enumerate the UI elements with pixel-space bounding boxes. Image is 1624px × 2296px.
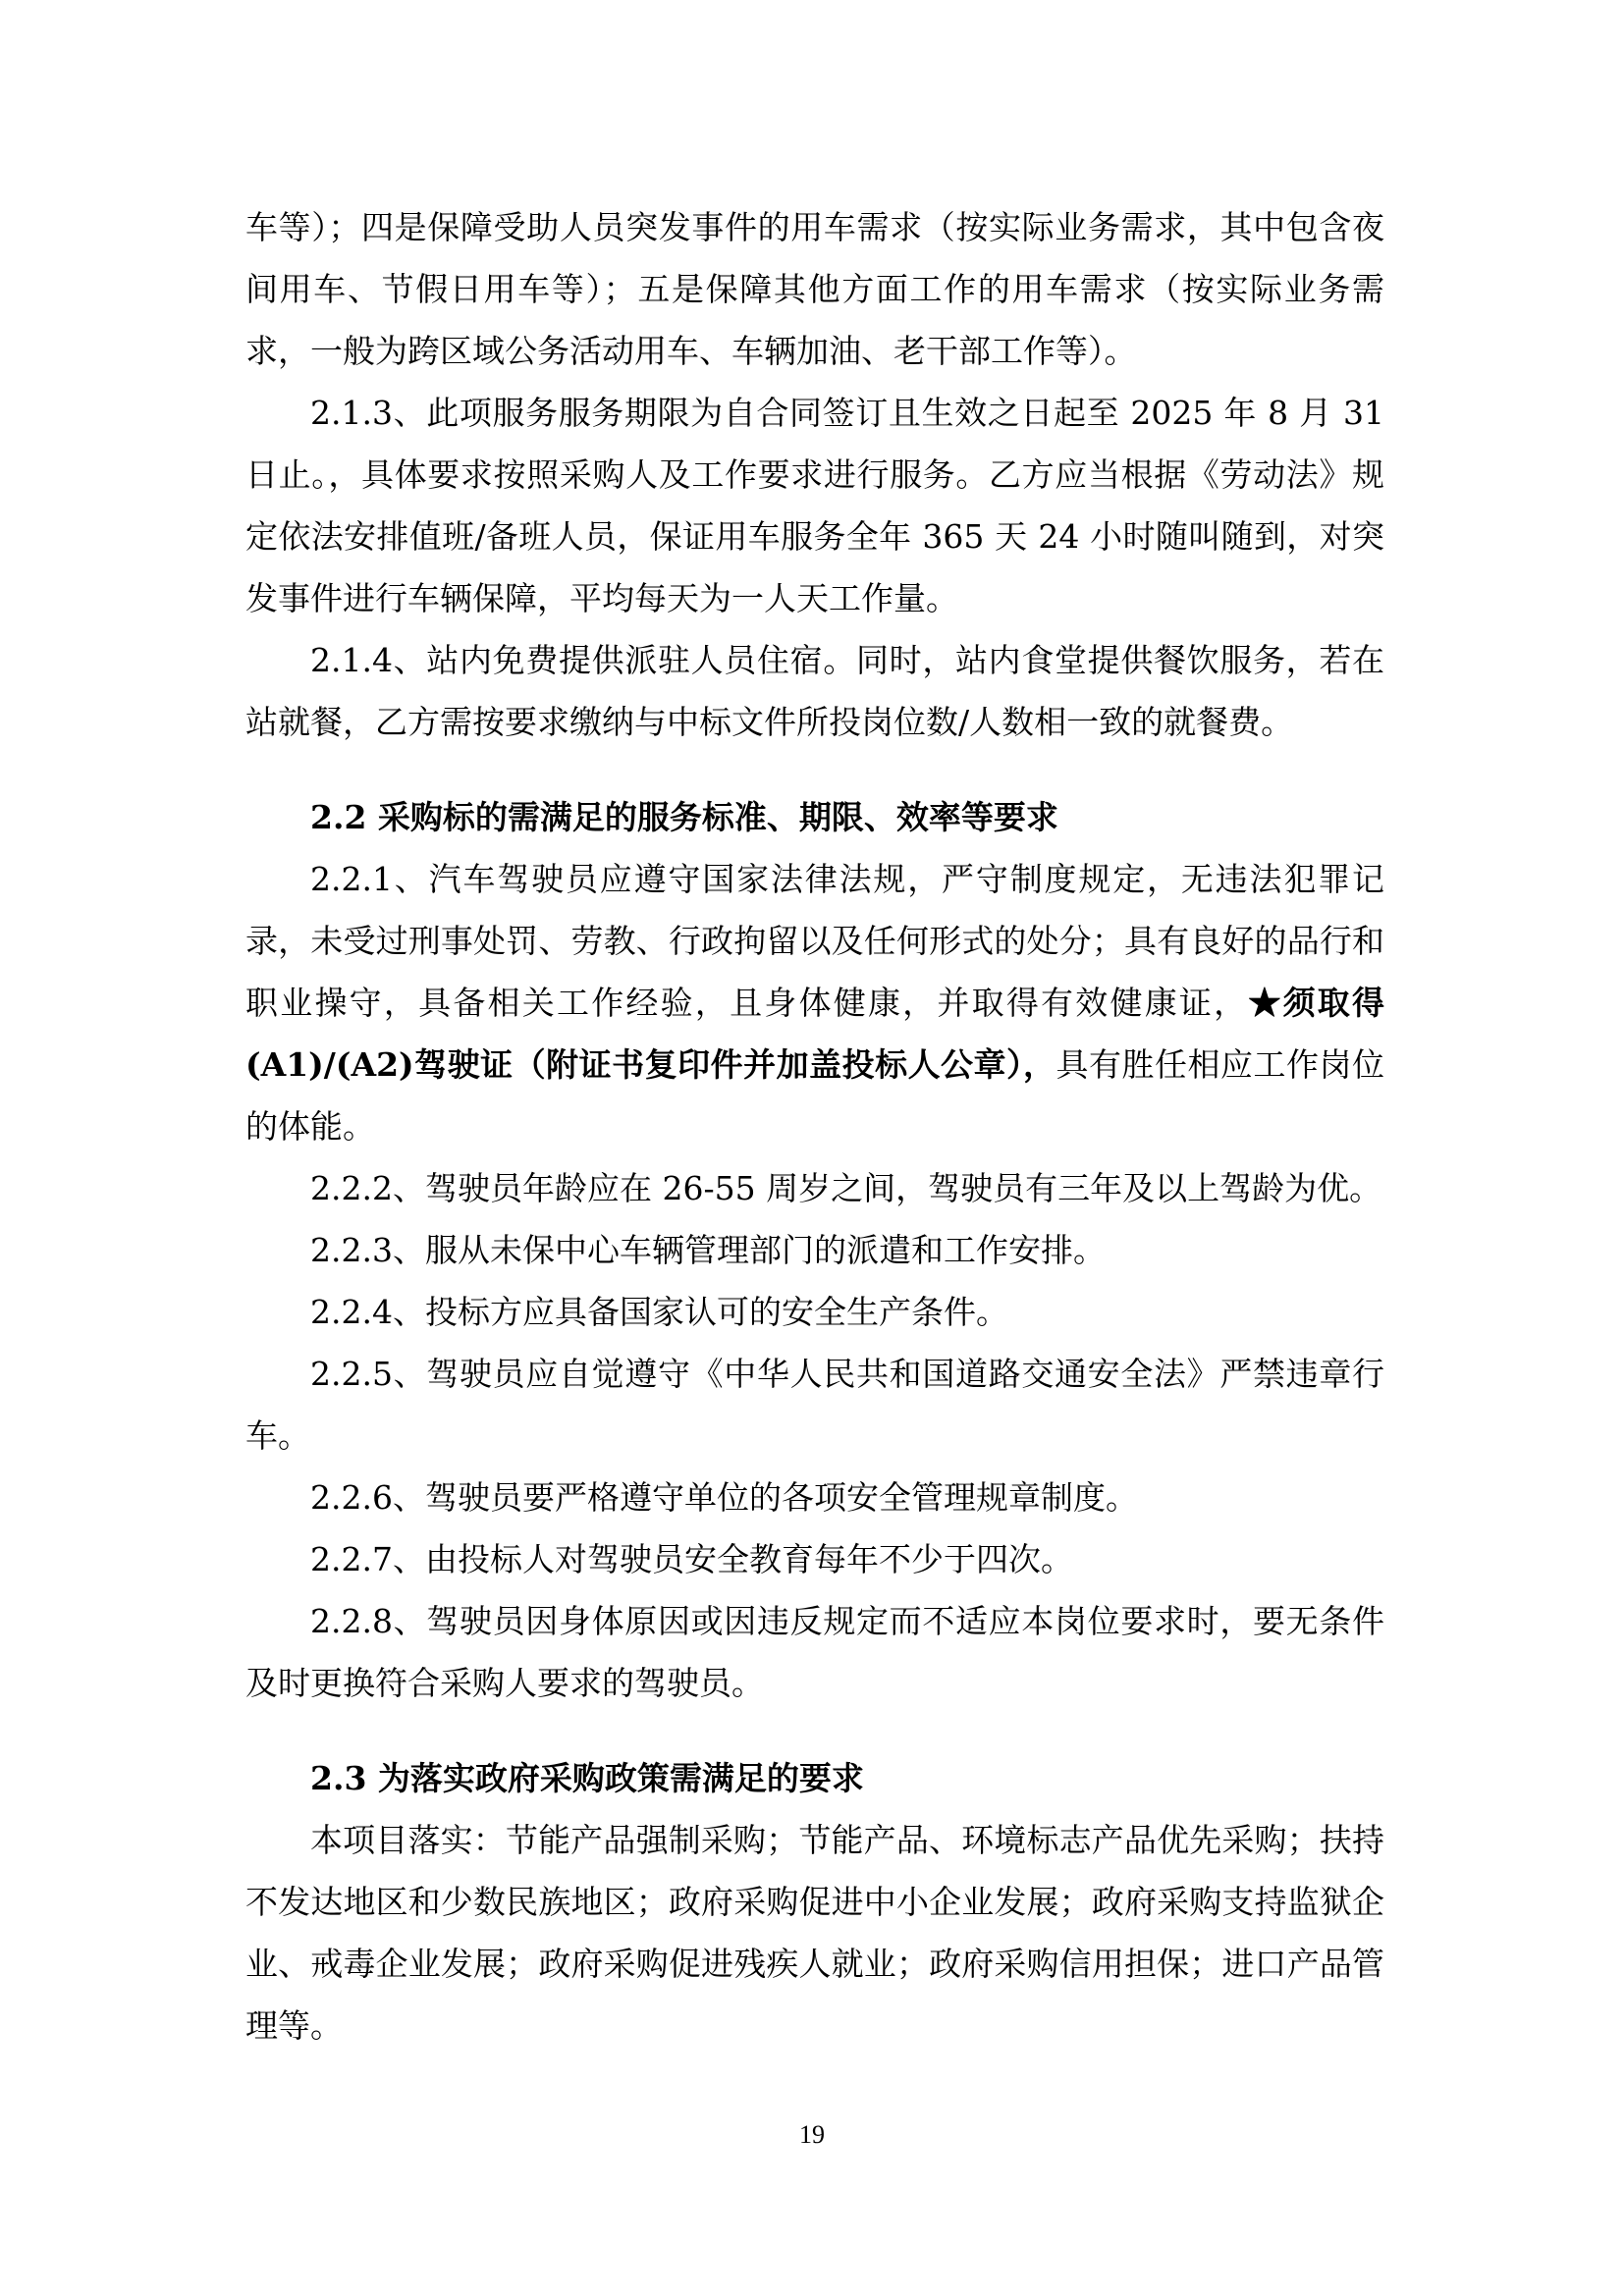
paragraph-2-2-1 — [245, 848, 1384, 1157]
paragraph-2-2-1-tail: 具有胜任相应工作岗位的体能。 — [245, 1045, 1385, 1146]
paragraph-2-2-5: 2.2.5、驾驶员应自觉遵守《中华人民共和国道路交通安全法》严禁违章行车。 — [245, 1355, 1384, 1455]
license-requirement-bold: ★须取得(A1)/(A2)驾驶证（附证书复印件并加盖投标人公章）， — [245, 984, 1384, 1084]
paragraph-2-2-4: 2.2.4、投标方应具备国家认可的安全生产条件。 — [310, 1293, 1008, 1331]
heading-2-2: 2.2 采购标的需满足的服务标准、期限、效率等要求 — [310, 798, 1058, 836]
page-number: 19 — [799, 2120, 825, 2149]
heading-2-3: 2.3 为落实政府采购政策需满足的要求 — [310, 1759, 864, 1797]
paragraph-2-2-8: 2.2.8、驾驶员因身体原因或因违反规定而不适应本岗位要求时，要无条件及时更换符合采购人要求的驾驶员。 — [245, 1602, 1384, 1702]
paragraph-2-2-1-text: 2.2.1、汽车驾驶员应遵守国家法律法规，严守制度规定，无违法犯罪记录，未受过刑事处罚、劳教、行政拘留以及任何形式的处分；具有良好的品行和职业操守，具备相关工作经验，且身体健康，并取得有效健康证， — [245, 860, 1384, 1022]
paragraph-2-1-4: 2.1.4、站内免费提供派驻人员住宿。同时，站内食堂提供餐饮服务，若在站就餐，乙方需按要求缴纳与中标文件所投岗位数/人数相一致的就餐费。 — [245, 641, 1384, 741]
paragraph-2-2-3: 2.2.3、服从未保中心车辆管理部门的派遣和工作安排。 — [310, 1231, 1106, 1269]
continued-paragraph: 车等）；四是保障受助人员突发事件的用车需求（按实际业务需求，其中包含夜间用车、节假日用车等）；五是保障其他方面工作的用车需求（按实际业务需求，一般为跨区域公务活动用车、车辆加油、老干部工作等）。 — [245, 208, 1384, 370]
document-body — [245, 196, 1384, 2056]
paragraph-2-1-3: 2.1.3、此项服务服务期限为自合同签订且生效之日起至 2025 年 8 月 31 日止。，具体要求按照采购人及工作要求进行服务。乙方应当根据《劳动法》规定依法安排值班/备班人员，保证用车服务全年 365 天 24 小时随叫随到，对突发事件进行车辆保障，平均每天为一人天工作量。 — [245, 394, 1384, 617]
paragraph-2-2-6: 2.2.6、驾驶员要严格遵守单位的各项安全管理规章制度。 — [310, 1478, 1138, 1517]
paragraph-2-2-7: 2.2.7、由投标人对驾驶员安全教育每年不少于四次。 — [310, 1540, 1073, 1578]
paragraph-2-3-body: 本项目落实：节能产品强制采购；节能产品、环境标志产品优先采购；扶持不发达地区和少数民族地区；政府采购促进中小企业发展；政府采购支持监狱企业、戒毒企业发展；政府采购促进残疾人就业；政府采购信用担保；进口产品管理等。 — [245, 1821, 1384, 2045]
paragraph-2-2-2: 2.2.2、驾驶员年龄应在 26-55 周岁之间，驾驶员有三年及以上驾龄为优。 — [310, 1169, 1382, 1207]
